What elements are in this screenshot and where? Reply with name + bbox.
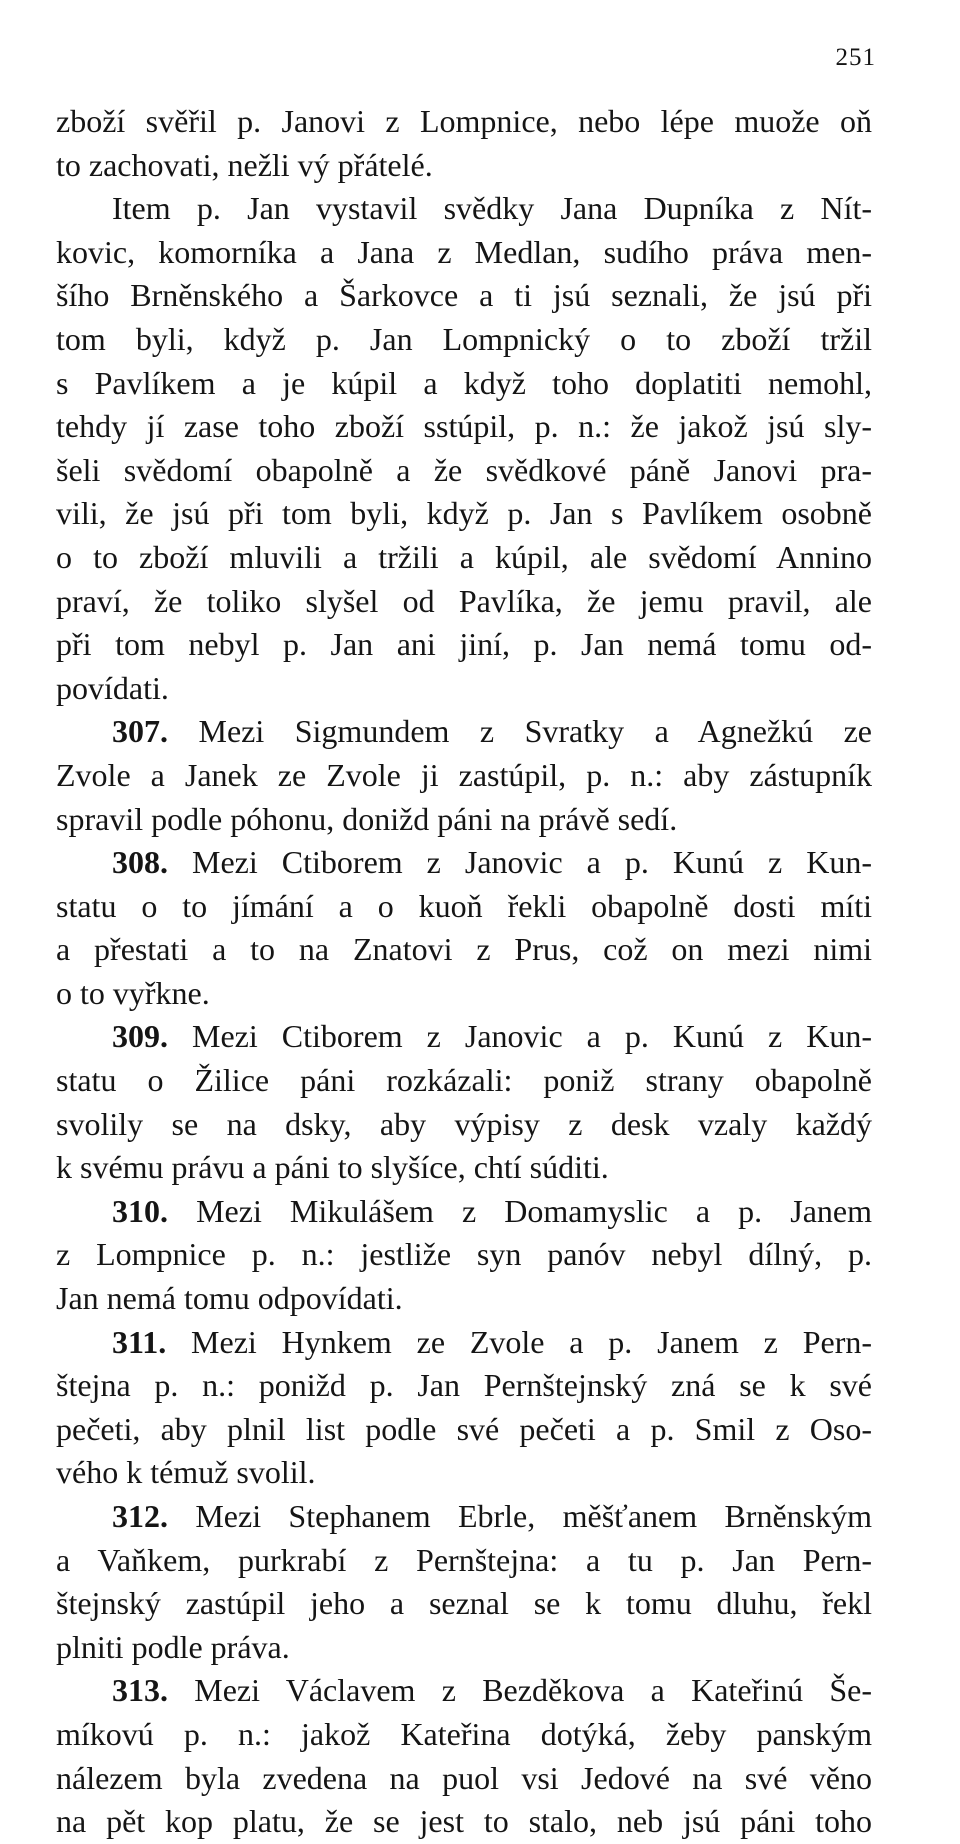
line-text: Mezi Václavem z Bezděkova a Kateřinú Še-	[168, 1672, 872, 1709]
line-text: spravil podle póhonu, donižd páni na právě sedí.	[56, 800, 678, 837]
entry-number: 308.	[112, 844, 168, 881]
line-text: plniti podle práva.	[56, 1628, 290, 1665]
line-text: vého k témuž svolil.	[56, 1454, 316, 1491]
line-text: štejnský zastúpil jeho a seznal se k tomu dluhu, řekl	[56, 1585, 872, 1622]
line-text: Zvole a Janek ze Zvole ji zastúpil, p. n.: aby zástupník	[56, 756, 872, 793]
entry-first-line	[56, 710, 872, 754]
text-line	[56, 667, 872, 711]
line-text: vili, že jsú při tom byli, když p. Jan s Pavlíkem osobně	[56, 495, 872, 532]
text-line	[56, 449, 872, 493]
text-line	[56, 536, 872, 580]
line-text: povídati.	[56, 669, 169, 706]
text-line	[56, 274, 872, 318]
text-line	[56, 972, 872, 1016]
text-line	[56, 1626, 872, 1670]
entry-number: 310.	[112, 1192, 168, 1229]
entry-first-line	[56, 1321, 872, 1365]
line-text: statu o to jímání a o kuoň řekli obapolně dosti míti	[56, 887, 872, 924]
text-line	[56, 362, 872, 406]
line-text: šího Brněnského a Šarkovce a ti jsú seznali, že jsú při	[56, 277, 872, 314]
line-text: Jan nemá tomu odpovídati.	[56, 1280, 403, 1317]
entry-number: 312.	[112, 1498, 168, 1534]
line-text: to zachovati, nežli vý přátelé.	[56, 146, 433, 183]
text-line	[56, 1233, 872, 1277]
line-text: Mezi Sigmundem z Svratky a Agnežkú ze	[168, 713, 872, 750]
text-line	[56, 623, 872, 667]
text-line	[56, 405, 872, 449]
entry-first-line	[56, 1190, 872, 1234]
line-text: zboží svěřil p. Janovi z Lompnice, nebo lépe muože oň	[56, 103, 872, 139]
text-line	[56, 580, 872, 624]
entry-number: 313.	[112, 1672, 168, 1709]
line-text: o to zboží mluvili a tržili a kúpil, ale svědomí Annino	[56, 538, 872, 575]
text-line	[56, 231, 872, 275]
text-line	[56, 798, 872, 842]
line-text: Item p. Jan vystavil svědky Jana Dupníka z Nít-	[112, 190, 872, 227]
line-text: míkovú p. n.: jakož Kateřina dotýká, žeby panským	[56, 1715, 872, 1752]
text-line	[56, 1408, 872, 1452]
text-line	[56, 1146, 872, 1190]
text-line	[56, 1277, 872, 1321]
line-text: štejna p. n.: ponižd p. Jan Pernštejnský zná se k své	[56, 1367, 872, 1404]
entry-number: 307.	[112, 713, 168, 750]
text-line	[56, 1757, 872, 1801]
line-text: tom byli, když p. Jan Lompnický o to zboží tržil	[56, 320, 872, 357]
line-text: Mezi Ctiborem z Janovic a p. Kunú z Kun-	[168, 844, 872, 881]
line-text: při tom nebyl p. Jan ani jiní, p. Jan nemá tomu od-	[56, 626, 872, 663]
entry-number: 309.	[112, 1018, 168, 1055]
line-text: svolily se na dsky, aby výpisy z desk vzaly každý	[56, 1105, 872, 1142]
line-text: na pět kop platu, že se jest to stalo, neb jsú páni toho	[56, 1803, 872, 1840]
text-line	[56, 492, 872, 536]
text-line	[56, 1713, 872, 1757]
line-text: šeli svědomí obapolně a že svědkové páně Janovi pra-	[56, 451, 872, 488]
line-text: nálezem byla zvedena na puol vsi Jedové na své věno	[56, 1759, 872, 1796]
text-line	[56, 928, 872, 972]
text-line	[56, 1800, 872, 1844]
line-text: tehdy jí zase toho zboží sstúpil, p. n.: že jakož jsú sly-	[56, 408, 872, 445]
text-line	[56, 1059, 872, 1103]
line-text: a Vaňkem, purkrabí z Pernštejna: a tu p. Jan Pern-	[56, 1541, 872, 1578]
entry-first-line	[56, 1669, 872, 1713]
text-line	[56, 1539, 872, 1583]
line-text: s Pavlíkem a je kúpil a když toho doplatiti nemohl,	[56, 364, 872, 401]
line-text: Mezi Stephanem Ebrle, měšťanem Brněnským	[168, 1498, 872, 1534]
line-text: praví, že toliko slyšel od Pavlíka, že jemu pravil, ale	[56, 582, 872, 619]
entry-number: 311.	[112, 1323, 167, 1360]
page-number: 251	[835, 44, 876, 71]
line-text: o to vyřkne.	[56, 974, 210, 1011]
text-line	[56, 885, 872, 929]
line-text: z Lompnice p. n.: jestliže syn panóv nebyl dílný, p.	[56, 1236, 872, 1273]
line-text: Mezi Hynkem ze Zvole a p. Janem z Pern-	[166, 1323, 872, 1360]
text-line	[56, 318, 872, 362]
line-text: a přestati a to na Znatovi z Prus, což on mezi nimi	[56, 931, 872, 968]
text-line	[56, 144, 872, 188]
entry-first-line	[56, 841, 872, 885]
text-line	[56, 100, 872, 144]
text-line	[56, 187, 872, 231]
entry-first-line	[56, 1495, 872, 1539]
line-text: k svému právu a páni to slyšíce, chtí súditi.	[56, 1149, 609, 1186]
text-line	[56, 1451, 872, 1495]
line-text: Mezi Ctiborem z Janovic a p. Kunú z Kun-	[168, 1018, 872, 1055]
text-line	[56, 1582, 872, 1626]
text-line	[56, 754, 872, 798]
body-text	[56, 100, 872, 1844]
line-text: statu o Žilice páni rozkázali: poniž strany obapolně	[56, 1062, 872, 1099]
text-line	[56, 1364, 872, 1408]
line-text: Mezi Mikulášem z Domamyslic a p. Janem	[168, 1192, 872, 1229]
line-text: pečeti, aby plnil list podle své pečeti a p. Smil z Oso-	[56, 1410, 872, 1447]
text-line	[56, 1103, 872, 1147]
entry-first-line	[56, 1015, 872, 1059]
line-text: kovic, komorníka a Jana z Medlan, sudího práva men-	[56, 233, 872, 270]
